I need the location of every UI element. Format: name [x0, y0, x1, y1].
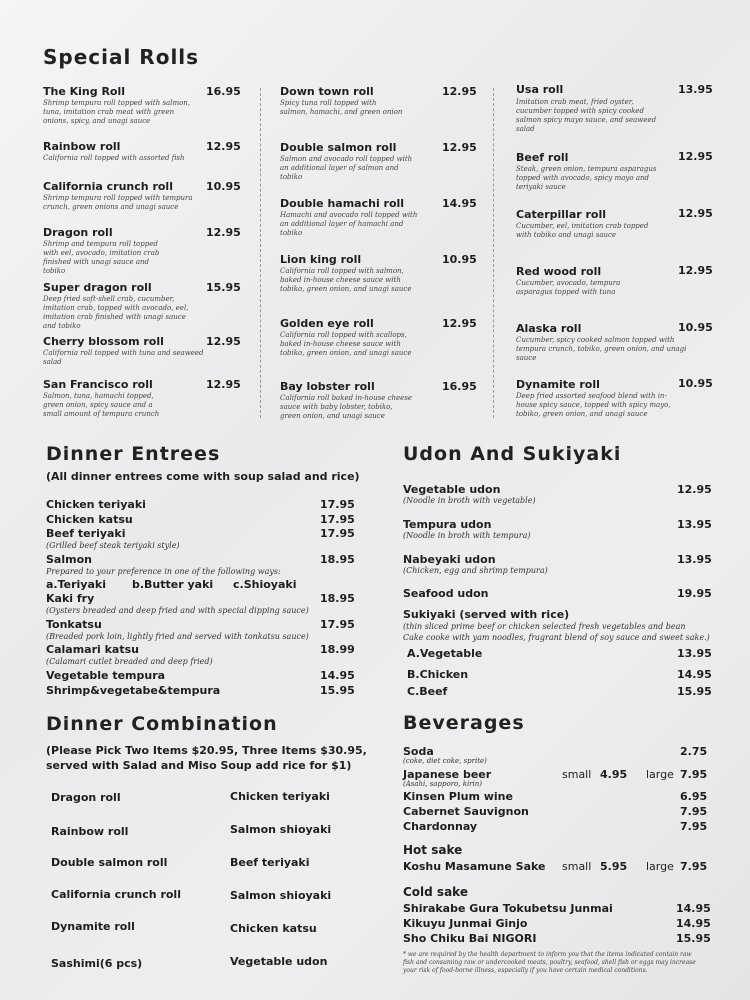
health-disclaimer: * we are required by the health department to inform you that the items indicated contain raw fish and consuming raw or undercooked meats, poultry, seafood, shell fish or eggs may increase your risk of food-borne illness, especially if you have certain medical conditions.: [403, 951, 696, 974]
udon-price: 12.95: [677, 483, 712, 496]
roll-desc: California roll topped with assorted fish: [43, 154, 185, 162]
beverage-name: Cabernet Sauvignon: [403, 805, 529, 818]
udon-desc: (Noodle in broth with tempura): [403, 531, 531, 540]
entree-desc: (Oysters breaded and deep fried and with special dipping sauce): [46, 606, 309, 615]
roll-desc: Imitation crab meat, fried oyster, cucumber topped with spicy cooked salmon spicy mayo sauce, and seaweed salad: [516, 98, 657, 133]
roll-price: 13.95: [678, 83, 713, 96]
beverage-price: 14.95: [676, 917, 711, 930]
roll-name: Caterpillar roll: [516, 208, 607, 221]
combo-item: Beef teriyaki: [230, 856, 310, 869]
roll-price: 12.95: [442, 317, 477, 330]
roll-desc: Cucumber, avocado, tempura asparagus topped with tuna: [516, 279, 621, 296]
entree-desc: (Grilled beef steak teriyaki style): [46, 541, 180, 550]
entree-name: Tonkatsu: [46, 618, 102, 631]
beverage-desc: (coke, diet coke, sprite): [403, 757, 487, 765]
udon-price: 19.95: [677, 587, 712, 600]
roll-name: Double hamachi roll: [280, 197, 405, 210]
roll-name: Super dragon roll: [43, 281, 152, 294]
udon-desc: (Chicken, egg and shrimp tempura): [403, 566, 548, 575]
roll-desc: Salmon, tuna, hamachi topped, green onion, spicy sauce and a small amount of tempura crunch: [43, 392, 160, 418]
roll-desc: California roll topped with salmon, baked in-house cheese sauce with tobiko, green onion, and unagi sauce: [280, 267, 412, 293]
roll-name: Cherry blossom roll: [43, 335, 164, 348]
beverage-price: 6.95: [680, 790, 708, 803]
entree-name: Kaki fry: [46, 592, 95, 605]
combo-item: Salmon shioyaki: [230, 889, 332, 902]
column-divider: [493, 88, 494, 418]
roll-desc: Cucumber, spicy cooked salmon topped with tempura crunch, tobiko, green onion, and unagi sauce: [516, 336, 687, 362]
roll-name: Rainbow roll: [43, 140, 121, 153]
roll-desc: California roll baked in-house cheese sauce with baby lobster, tobiko, green onion, and unagi sauce: [280, 394, 413, 420]
roll-name: Dynamite roll: [516, 378, 600, 391]
entree-name: Calamari katsu: [46, 643, 139, 656]
beverage-price: 7.95: [680, 805, 708, 818]
beverage-name: Koshu Masamune Sake: [403, 860, 546, 873]
beverage-price: 7.95: [680, 768, 708, 781]
udon-name: Vegetable udon: [403, 483, 501, 496]
udon-name: Tempura udon: [403, 518, 492, 531]
beverage-name: Chardonnay: [403, 820, 478, 833]
salmon-option: c.Shioyaki: [233, 578, 297, 591]
roll-price: 10.95: [678, 321, 713, 334]
roll-price: 12.95: [442, 85, 477, 98]
entree-name: Vegetable tempura: [46, 669, 166, 682]
size-label: small: [562, 860, 592, 873]
roll-name: California crunch roll: [43, 180, 173, 193]
dinner-entrees-title: Dinner Entrees: [46, 443, 221, 465]
entree-price: 17.95: [320, 513, 355, 526]
roll-price: 12.95: [206, 335, 241, 348]
size-label: large: [646, 860, 674, 873]
sukiyaki-option: A.Vegetable: [407, 647, 483, 660]
roll-price: 10.95: [678, 377, 713, 390]
dinner-combination-title: Dinner Combination: [46, 713, 278, 735]
udon-price: 13.95: [677, 553, 712, 566]
combo-item: Double salmon roll: [51, 856, 168, 869]
roll-name: Usa roll: [516, 83, 564, 96]
cold-sake-title: Cold sake: [403, 885, 468, 899]
roll-name: Alaska roll: [516, 322, 582, 335]
sukiyaki-desc: Cake cooke with yam noodles, fragrant blend of soy sauce and sweet sake.): [403, 633, 710, 642]
roll-price: 12.95: [678, 150, 713, 163]
beverage-price: 14.95: [676, 902, 711, 915]
beverage-name: Kinsen Plum wine: [403, 790, 513, 803]
roll-price: 12.95: [206, 226, 241, 239]
roll-desc: Deep fried soft-shell crab, cucumber, imitation crab, topped with avocado, eel, imitation crab finished with unagi sauce and tobiko: [43, 295, 189, 330]
roll-name: The King Roll: [43, 85, 126, 98]
beverages-title: Beverages: [403, 712, 525, 734]
roll-desc: California roll topped with scallops, baked in-house cheese sauce with tobiko, green onion, and unagi sauce: [280, 331, 412, 357]
sukiyaki-desc: (thin sliced prime beef or chicken selected fresh vegetables and bean: [403, 622, 686, 631]
udon-name: Seafood udon: [403, 587, 489, 600]
roll-desc: Cucumber, eel, imitation crab topped with tobiko and unagi sauce: [516, 222, 649, 239]
sukiyaki-title: Sukiyaki (served with rice): [403, 608, 570, 621]
combo-item: Dragon roll: [51, 791, 121, 804]
beverage-price: 7.95: [680, 820, 708, 833]
dinner-combination-subtitle: served with Salad and Miso Soup add rice for $1): [46, 759, 352, 772]
roll-price: 12.95: [678, 264, 713, 277]
roll-desc: California roll topped with tuna and seaweed salad: [43, 349, 204, 366]
beverage-price: 15.95: [676, 932, 711, 945]
entree-price: 18.95: [320, 592, 355, 605]
beverage-name: Sho Chiku Bai NIGORI: [403, 932, 537, 945]
roll-price: 15.95: [206, 281, 241, 294]
entree-price: 15.95: [320, 684, 355, 697]
roll-desc: Shrimp and tempura roll topped with eel, avocado, imitation crab finished with unagi sauce and tobiko: [43, 240, 160, 275]
beverage-name: Soda: [403, 745, 434, 758]
entree-price: 18.95: [320, 553, 355, 566]
roll-price: 10.95: [206, 180, 241, 193]
beverage-price: 2.75: [680, 745, 708, 758]
special-rolls-title: Special Rolls: [43, 45, 200, 69]
sukiyaki-option: B.Chicken: [407, 668, 469, 681]
entree-name: Salmon: [46, 553, 92, 566]
dinner-entrees-subtitle: (All dinner entrees come with soup salad and rice): [46, 470, 360, 483]
roll-price: 16.95: [206, 85, 241, 98]
entree-price: 18.99: [320, 643, 355, 656]
combo-item: Sashimi(6 pcs): [51, 957, 143, 970]
salmon-option: a.Teriyaki: [46, 578, 106, 591]
roll-desc: Hamachi and avocado roll topped with an additional layer of hamachi and tobiko: [280, 211, 418, 237]
combo-item: Rainbow roll: [51, 825, 129, 838]
sukiyaki-price: 15.95: [677, 685, 712, 698]
roll-desc: Steak, green onion, tempura asparagus topped with avocado, spicy mayo and teriyaki sauce: [516, 165, 657, 191]
udon-desc: (Noodle in broth with vegetable): [403, 496, 536, 505]
dinner-combination-subtitle: (Please Pick Two Items $20.95, Three Items $30.95,: [46, 744, 367, 757]
combo-item: Vegetable udon: [230, 955, 328, 968]
beverage-name: Kikuyu Junmai Ginjo: [403, 917, 528, 930]
roll-name: Beef roll: [516, 151, 569, 164]
roll-name: Dragon roll: [43, 226, 113, 239]
combo-item: Chicken teriyaki: [230, 790, 330, 803]
roll-price: 14.95: [442, 197, 477, 210]
roll-desc: Deep fried assorted seafood blend with in-house spicy sauce, topped with spicy mayo, tobiko, green onion, and unagi sauce: [516, 392, 671, 418]
entree-name: Chicken katsu: [46, 513, 133, 526]
roll-name: Lion king roll: [280, 253, 362, 266]
salmon-option: b.Butter yaki: [132, 578, 214, 591]
entree-price: 14.95: [320, 669, 355, 682]
entree-desc: Prepared to your preference in one of the following ways:: [46, 567, 281, 576]
roll-desc: Spicy tuna roll topped with salmon, hamachi, and green onion: [280, 99, 403, 116]
beverage-desc: (Asahi, sapporo, kirin): [403, 780, 483, 788]
roll-price: 12.95: [442, 141, 477, 154]
entree-desc: (Calamari cutlet breaded and deep fried): [46, 657, 213, 666]
combo-item: Salmon shioyaki: [230, 823, 332, 836]
entree-desc: (Breaded pork loin, lightly fried and served with tonkatsu sauce): [46, 632, 309, 641]
roll-price: 10.95: [442, 253, 477, 266]
udon-price: 13.95: [677, 518, 712, 531]
roll-desc: Shrimp tempura roll topped with salmon, tuna, imitation crab meat with green onions, spicy, and unagi sauce: [43, 99, 191, 125]
sukiyaki-price: 14.95: [677, 668, 712, 681]
combo-item: California crunch roll: [51, 888, 181, 901]
roll-name: Down town roll: [280, 85, 374, 98]
beverage-price: 4.95: [600, 768, 628, 781]
entree-name: Shrimp&vegetabe&tempura: [46, 684, 221, 697]
roll-name: Double salmon roll: [280, 141, 397, 154]
hot-sake-title: Hot sake: [403, 843, 463, 857]
roll-price: 12.95: [206, 140, 241, 153]
entree-price: 17.95: [320, 527, 355, 540]
combo-item: Dynamite roll: [51, 920, 135, 933]
beverage-name: Japanese beer: [403, 768, 492, 781]
roll-price: 16.95: [442, 380, 477, 393]
roll-name: Bay lobster roll: [280, 380, 375, 393]
entree-name: Chicken teriyaki: [46, 498, 146, 511]
roll-price: 12.95: [206, 378, 241, 391]
sukiyaki-price: 13.95: [677, 647, 712, 660]
entree-name: Beef teriyaki: [46, 527, 126, 540]
roll-desc: Shrimp tempura roll topped with tempura crunch, green onions and unagi sauce: [43, 194, 193, 211]
beverage-price: 7.95: [680, 860, 708, 873]
roll-name: San Francisco roll: [43, 378, 153, 391]
beverage-price: 5.95: [600, 860, 628, 873]
roll-desc: Salmon and avocado roll topped with an additional layer of salmon and tobiko: [280, 155, 413, 181]
entree-price: 17.95: [320, 618, 355, 631]
roll-name: Red wood roll: [516, 265, 602, 278]
beverage-name: Shirakabe Gura Tokubetsu Junmai: [403, 902, 613, 915]
roll-price: 12.95: [678, 207, 713, 220]
sukiyaki-option: C.Beef: [407, 685, 448, 698]
size-label: small: [562, 768, 592, 781]
combo-item: Chicken katsu: [230, 922, 317, 935]
column-divider: [260, 88, 261, 418]
roll-name: Golden eye roll: [280, 317, 374, 330]
udon-name: Nabeyaki udon: [403, 553, 496, 566]
udon-title: Udon And Sukiyaki: [403, 443, 622, 465]
size-label: large: [646, 768, 674, 781]
entree-price: 17.95: [320, 498, 355, 511]
